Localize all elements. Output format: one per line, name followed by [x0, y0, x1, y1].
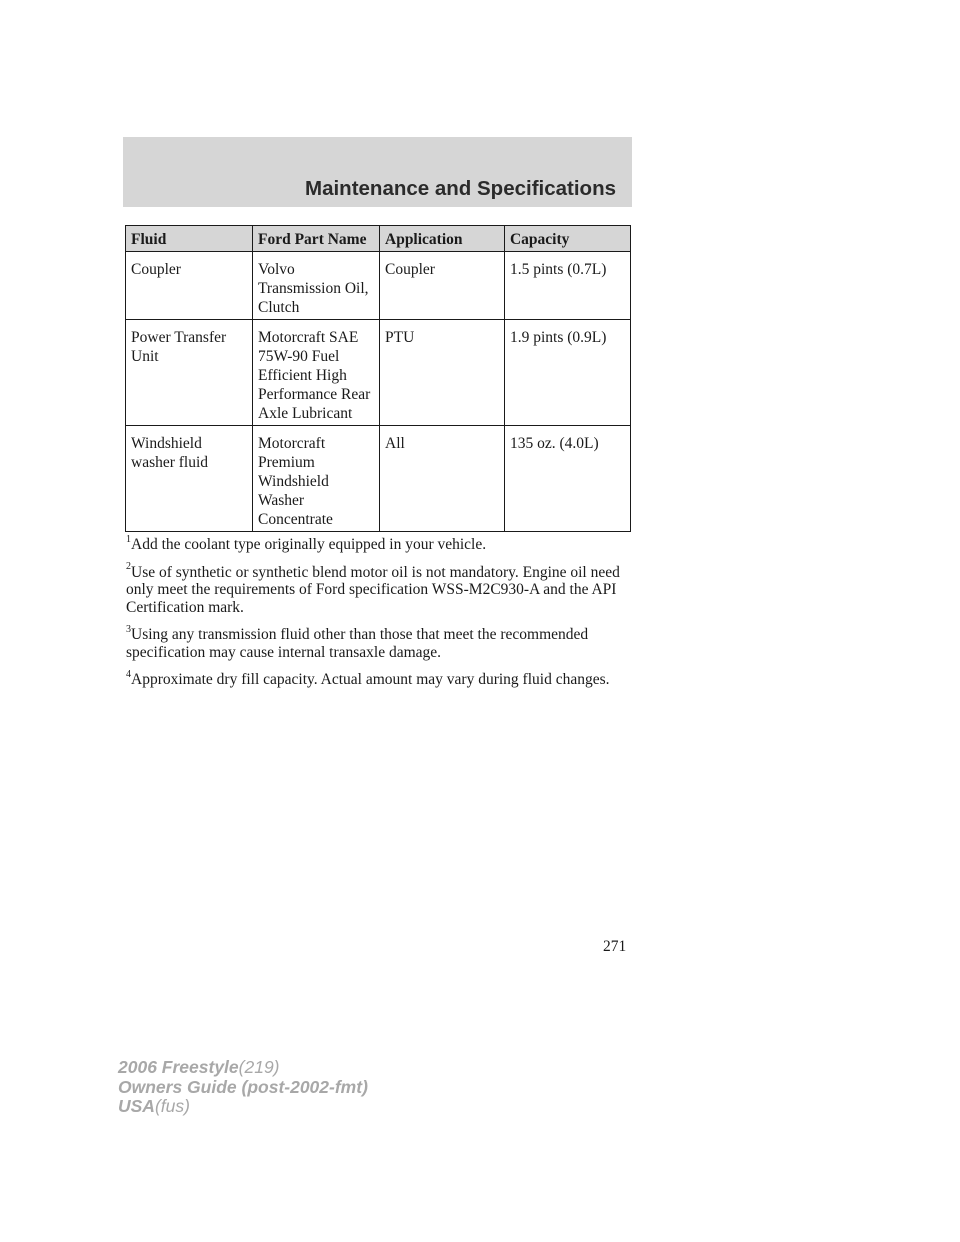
footnote-text: Use of synthetic or synthetic blend motor oil is not mandatory. Engine oil need only meet the requirements of Ford specification WSS-M2C930-A and the API Certification mark.	[126, 563, 620, 616]
footnote-text: Add the coolant type originally equipped in your vehicle.	[131, 536, 487, 553]
cell-capacity: 1.9 pints (0.9L)	[504, 320, 630, 426]
cell-part-name: Motorcraft Premium Windshield Washer Concentrate	[253, 426, 380, 532]
footnote-4	[126, 668, 632, 689]
cell-capacity: 135 oz. (4.0L)	[504, 426, 630, 532]
cell-application: Coupler	[380, 252, 505, 320]
cell-part-name: Motorcraft SAE 75W-90 Fuel Efficient High Performance Rear Axle Lubricant	[253, 320, 380, 426]
table-row	[126, 320, 631, 426]
page-number: 271	[603, 938, 627, 955]
footnote-text: Approximate dry fill capacity. Actual amount may vary during fluid changes.	[131, 671, 610, 688]
section-title: Maintenance and Specifications	[305, 177, 616, 200]
cell-part-name: Volvo Transmission Oil, Clutch	[253, 252, 380, 320]
column-header-fluid: Fluid	[126, 226, 253, 252]
cell-capacity: 1.5 pints (0.7L)	[504, 252, 630, 320]
fluid-spec-table	[125, 225, 631, 532]
footnotes	[126, 533, 632, 699]
table-header-row	[126, 226, 631, 252]
doc-market: USA	[118, 1096, 155, 1116]
cell-fluid: Windshield washer fluid	[126, 426, 253, 532]
cell-fluid: Coupler	[126, 252, 253, 320]
footnote-3	[126, 623, 632, 661]
footnote-2	[126, 561, 632, 617]
doc-info-line-3	[118, 1097, 368, 1117]
column-header-capacity: Capacity	[504, 226, 630, 252]
doc-info-line-2	[118, 1078, 368, 1098]
footnote-marker: 1	[126, 533, 131, 545]
cell-fluid: Power Transfer Unit	[126, 320, 253, 426]
cell-application: PTU	[380, 320, 505, 426]
footnote-1	[126, 533, 632, 554]
doc-guide-type: Owners Guide (post-2002-fmt)	[118, 1076, 368, 1097]
table-row	[126, 426, 631, 532]
table-row	[126, 252, 631, 320]
footnote-marker: 2	[126, 561, 131, 573]
doc-info-line-1	[118, 1058, 368, 1078]
footnote-text: Using any transmission fluid other than those that meet the recommended specification may cause internal transaxle damage.	[126, 626, 589, 661]
footnote-marker: 3	[126, 623, 131, 635]
section-header-band	[123, 137, 632, 207]
column-header-application: Application	[380, 226, 505, 252]
doc-model-code: (219)	[238, 1057, 280, 1077]
document-info	[118, 1058, 368, 1117]
column-header-part-name: Ford Part Name	[253, 226, 380, 252]
doc-market-code: (fus)	[154, 1096, 190, 1116]
doc-model: 2006 Freestyle	[118, 1057, 239, 1077]
footnote-marker: 4	[126, 668, 131, 680]
cell-application: All	[380, 426, 505, 532]
